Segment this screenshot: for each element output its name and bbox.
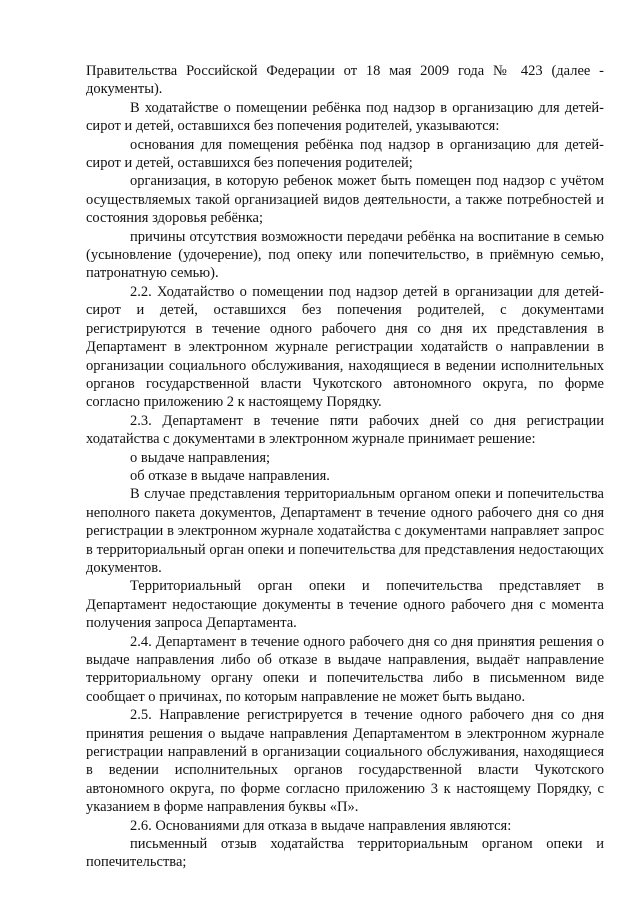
paragraph-intro-continuation: Правительства Российской Федерации от 18 мая 2009 года № 423 (далее - документы). (86, 63, 604, 98)
paragraph-reasons: причины отсутствия возможности передачи ребёнка на воспитание в семью (усыновление (удочерение), под опеку или попечительство, в приёмную семью, патронатную семью). (86, 228, 604, 282)
paragraph-section-2-5: 2.5. Направление регистрируется в течение одного рабочего дня со дня принятия решения о выдаче направления Департаментом в электронном журнале регистрации направлений в организации социального обслуживания, находящиеся в ведении исполнительных органов государственной власти Чукотского автономного округа, по форме согласно приложению 3 к настоящему Порядку, с указанием в форме направления буквы «П». (86, 707, 604, 816)
paragraph-withdrawal: письменный отзыв ходатайства территориальным органом опеки и попечительства; (86, 836, 604, 871)
paragraph-decision-issue: о выдаче направления; (130, 449, 271, 466)
paragraph-missing-documents: Территориальный орган опеки и попечительства представляет в Департамент недостающие документы в течение одного рабочего дня с момента получения запроса Департамента. (86, 578, 604, 632)
paragraph-section-2-4: 2.4. Департамент в течение одного рабочего дня со дня принятия решения о выдаче направления либо об отказе в выдаче направления, выдаёт направление территориальному органу опеки и попечительства либо в письменном виде сообщает о причинах, по которым направление не может быть выдано. (86, 633, 604, 705)
paragraph-grounds: основания для помещения ребёнка под надзор в организацию для детей-сирот и детей, оставшихся без попечения родителей; (86, 136, 604, 172)
paragraph-petition-contents: В ходатайстве о помещении ребёнка под надзор в организацию для детей-сирот и детей, оставшихся без попечения родителей, указываются: (86, 99, 604, 135)
paragraph-section-2-6: 2.6. Основаниями для отказа в выдаче направления являются: (130, 817, 512, 834)
paragraph-section-2-3: 2.3. Департамент в течение пяти рабочих дней со дня регистрации ходатайства с документами в электронном журнале принимает решение: (86, 412, 604, 448)
paragraph-decision-refuse: об отказе в выдаче направления. (130, 467, 330, 484)
paragraph-incomplete-package: В случае представления территориальным органом опеки и попечительства неполного пакета документов, Департамент в течение одного рабочего дня со дня регистрации в электронном журнале ходатайства с документами направляет запрос в территориальный орган опеки и попечительства для представления недостающих документов. (86, 486, 604, 576)
paragraph-section-2-2: 2.2. Ходатайство о помещении под надзор детей в организации для детей-сирот и детей, оставшихся без попечения родителей, с документами регистрируются в течение одного рабочего дня со дня их представления в Департамент в электронном журнале регистрации ходатайств о направлении в организации социального обслуживания, находящиеся в ведении исполнительных органов государственной власти Чукотского автономного округа, по форме согласно приложению 2 к настоящему Порядку. (86, 283, 604, 411)
paragraph-organization: организация, в которую ребенок может быть помещен под надзор с учётом осуществляемых такой организацией видов деятельности, а также потребностей и состояния здоровья ребёнка; (86, 173, 604, 227)
